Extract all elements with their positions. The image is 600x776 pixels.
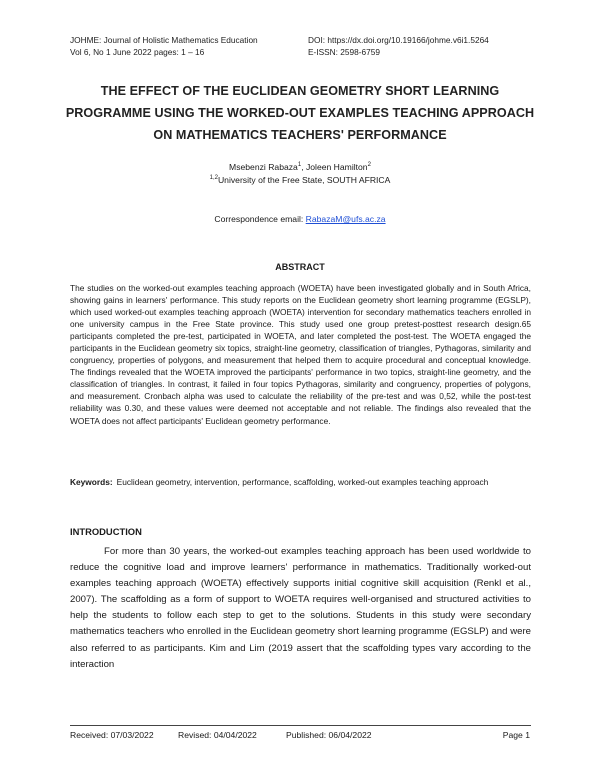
affiliation-sup: 1,2 — [209, 175, 218, 182]
page-number: Page 1 — [502, 730, 530, 740]
correspondence-email-link[interactable]: RabazaM@ufs.ac.za — [305, 214, 386, 224]
author-1: Msebenzi Rabaza — [229, 162, 298, 172]
running-header-left — [70, 34, 258, 58]
keywords-block — [70, 476, 531, 488]
abstract-body: The studies on the worked-out examples teaching approach (WOETA) have been investigated globally and in South Africa, showing gains in learners' performance. This study reports on the Euclidean geometry short learning programme (EGSLP), which used worked-out examples teaching approach (WOETA) intervention for secondary mathematics teachers enrolled in one university campus in the Free State province. This study used one group pretest-posttest research design.65 participants completed the pre-test, participated in WOETA, and later completed the post-test. The WOETA engaged the participants in the Euclidean geometry six topics, straight-line geometry, classification of triangles, Pythagoras, similarity and congruency, properties of polygons, and measurement that helped them to acquire procedural and conceptual knowledge. The findings revealed that the WOETA improved the participants' performance in two topics, straight-line geometry, and the classification of triangles. In contrast, it failed in four topics Pythagoras, similarity and congruency, properties of polygons, and measurement. Cronbach alpha was used to calculate the reliability of the pre-test and was 0,52, while the post-test reliability was 0.30, and these values were deemed not acceptable and not reliable. The findings also revealed that the WOETA does not affect participants' Euclidean geometry performance. — [70, 283, 531, 426]
author-2: Joleen Hamilton — [305, 162, 368, 172]
keywords-label: Keywords: — [70, 477, 113, 487]
introduction-body: For more than 30 years, the worked-out examples teaching approach has been used worldwide to reduce the cognitive load and improve learners' performance in mathematics. Traditionally worked-out examples teaching approach (WOETA) effectively supports initial cognitive skill acquisition (Renkl et al., 2007). The scaffolding as a form of support to WOETA requires well-organised and structured activities to help the students to follow each step to get to the solutions. Students in this study were secondary mathematics teachers who enrolled in the Euclidean geometry short learning programme (EGSLP) and were also referred to as participants. Kim and Lim (2019 assert that the scaffolding types vary according to the interaction — [70, 546, 531, 670]
revised-date: Revised: 04/04/2022 — [178, 730, 257, 740]
affiliation — [0, 174, 600, 187]
author-separator: , — [301, 162, 306, 172]
correspondence-line — [0, 214, 600, 224]
affiliation-text: University of the Free State, SOUTH AFRICA — [217, 175, 391, 185]
author-block — [0, 161, 600, 187]
running-header-right — [308, 34, 489, 58]
author-names — [0, 161, 600, 174]
paper-title: THE EFFECT OF THE EUCLIDEAN GEOMETRY SHORT LEARNING PROGRAMME USING THE WORKED-OUT EXAMPLES TEACHING APPROACH ON MATHEMATICS TEACHERS' PERFORMANCE — [65, 84, 535, 142]
journal-name: JOHME: Journal of Holistic Mathematics Education — [70, 35, 258, 45]
author-1-sup: 1 — [297, 162, 302, 169]
abstract-heading: ABSTRACT — [275, 262, 325, 272]
keywords-text: Euclidean geometry, intervention, performance, scaffolding, worked-out examples teaching approach — [116, 477, 489, 487]
introduction-heading: INTRODUCTION — [70, 526, 142, 537]
footer-rule — [70, 725, 531, 726]
volume-info: Vol 6, No 1 June 2022 pages: 1 – 16 — [70, 47, 205, 57]
correspondence-label: Correspondence email: — [214, 214, 306, 224]
received-date: Received: 07/03/2022 — [70, 730, 154, 740]
author-2-sup: 2 — [367, 162, 371, 169]
doi-text: DOI: https://dx.doi.org/10.19166/johme.v6i1.5264 — [308, 35, 489, 45]
issn-text: E-ISSN: 2598-6759 — [308, 47, 380, 57]
published-date: Published: 06/04/2022 — [286, 730, 372, 740]
